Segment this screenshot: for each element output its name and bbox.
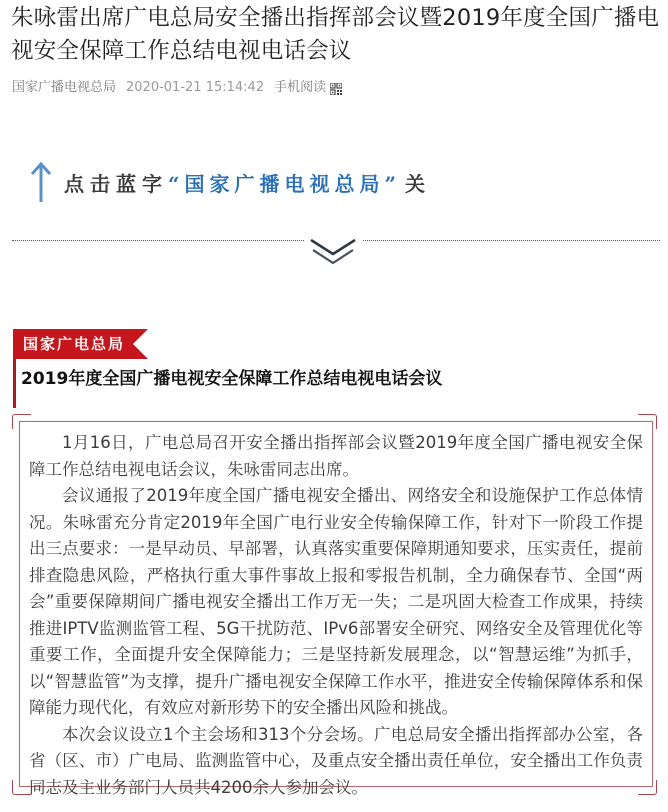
section-tag-label: 国家广电总局: [23, 335, 126, 353]
mobile-read-link[interactable]: 手机阅读: [274, 80, 327, 95]
double-chevron-down-icon: [304, 239, 362, 271]
frame-corner-top-right: [638, 414, 657, 429]
article-meta: [12, 78, 342, 98]
publish-time: 2020-01-21 15:14:42: [126, 80, 265, 95]
follow-suffix-text: 关: [405, 171, 426, 196]
section-heading: 2019年度全国广播电视安全保障工作总结电视电话会议: [21, 369, 443, 389]
account-name-link[interactable]: 国家广播电视总局: [12, 80, 117, 95]
frame-corner-top-left: [12, 414, 31, 429]
follow-banner[interactable]: [30, 160, 425, 204]
section-tag: [13, 329, 148, 359]
article-title: 朱咏雷出席广电总局安全播出指挥部会议暨2019年度全国广播电视安全保障工作总结电视电话会议: [11, 5, 660, 64]
up-arrow-icon: [30, 160, 52, 204]
body-paragraph: 1月16日，广电总局召开安全播出指挥部会议暨2019年度全国广播电视安全保障工作总结电视电话会议，朱咏雷同志出席。: [29, 433, 643, 479]
body-paragraph: 会议通报了2019年度全国广播电视安全播出、网络安全和设施保护工作总体情况。朱咏雷充分肯定2019年全国广电行业安全传输保障工作，针对下一阶段工作提出三点要求：一是早动员、早部署，认真落实重要保障期通知要求，压实责任，提前排查隐患风险，严格执行重大事件事故上报和零报告机制，全力确保春节、全国“两会”重要保障期间广播电视安全播出工作万无一失；二是巩固大检查工作成果，持续推进IPTV监测监管工程、5G干扰防范、IPv6部署安全研究、网络安全及管理优化等重要工作，全面提升安全保障能力；三是坚持新发展理念，以“智慧运维”为抓手，以“智慧监管”为支撑，提升广播电视安全保障工作水平，推进安全传输保障体系和保障能力现代化，有效应对新形势下的安全播出风险和挑战。: [29, 486, 643, 717]
follow-prefix-text: 点击蓝字: [64, 171, 168, 196]
follow-account-text[interactable]: “国家广播电视总局”: [168, 171, 402, 196]
body-paragraph: 本次会议设立1个主会场和313个分会场。广电总局安全播出指挥部办公室，各省（区、市）广电局、监测监管中心，及重点安全播出责任单位，安全播出工作负责同志及主业务部门人员共4200余人参加会议。: [29, 724, 643, 797]
article-body: [29, 430, 643, 801]
qr-code-icon[interactable]: [330, 82, 342, 94]
